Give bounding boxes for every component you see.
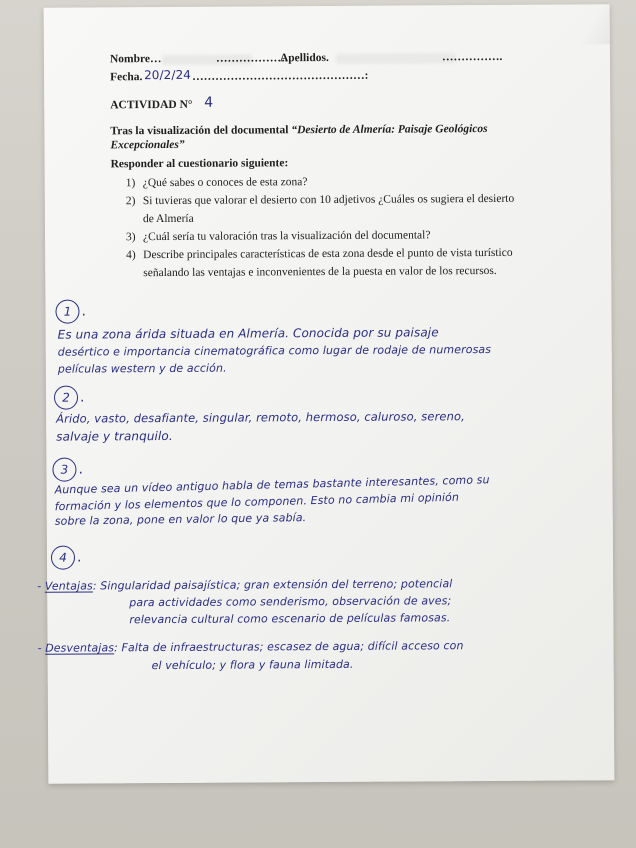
instruction-text: Responder al cuestionario siguiente: [110, 157, 289, 171]
question-2-text-line-2: de Almería [142, 212, 194, 226]
activity-label: ACTIVIDAD N° [110, 98, 193, 112]
ventajas-line-2: para actividades como senderismo, observación de aves; [129, 594, 452, 610]
question-1-number: 1) [125, 177, 136, 190]
intro-line-1 [110, 123, 487, 137]
apellidos-dots: ……………. [441, 50, 503, 64]
apellidos-label: Apellidos. [279, 51, 329, 65]
nombre-label: Nombre… [109, 53, 162, 66]
question-4-number: 4) [126, 249, 136, 262]
question-4-text-line-1: Describe principales características de esta zona desde el punto de vista turístico [143, 246, 513, 262]
desventajas-label: Desventajas [45, 641, 115, 655]
answer-1-line-1: Es una zona árida situada en Almería. Conocida por su paisaje [57, 325, 439, 342]
answer-2-number: 2 [54, 386, 78, 410]
ventajas-label: Ventajas [44, 579, 93, 593]
answer-3-line-1: Aunque sea un vídeo antiguo habla de temas bastante interesantes, como su [54, 473, 490, 497]
desventajas-line-2: el vehículo; y flora y fauna limitada. [151, 657, 354, 673]
activity-number: 4 [204, 94, 214, 111]
documentary-title-2: Excepcionales” [110, 138, 185, 152]
fecha-dots: ………………………………………: [192, 69, 369, 83]
worksheet-page [37, 4, 615, 783]
fecha-value: 20/2/24 [144, 67, 192, 83]
fecha-label: Fecha. [110, 71, 143, 84]
answer-1-line-2: desértico e importancia cinematográfica como lugar de rodaje de numerosas [57, 343, 492, 359]
answer-1-number: 1 [55, 300, 79, 324]
ventajas-text-1: : Singularidad paisajística; gran extensión del terreno; potencial [92, 577, 453, 593]
intro-prefix: Tras la visualización del documental [110, 124, 292, 138]
answer-2-dot: . [79, 389, 85, 406]
answer-4-dot: . [76, 549, 82, 566]
question-3-text: ¿Cuál sería tu valoración tras la visualización del documental? [143, 229, 431, 244]
redacted-surname [336, 53, 456, 64]
answer-3-line-3: sobre la zona, pone en valor lo que ya sabía. [54, 511, 307, 528]
question-2-number: 2) [125, 195, 136, 208]
answer-3-line-2: formación y los elementos que lo componen. Esto no cambia mi opinión [54, 490, 460, 514]
nombre-dots: ………………. [215, 52, 288, 65]
documentary-title-1: “Desierto de Almería: Paisaje Geológicos [291, 123, 488, 137]
question-1-text: ¿Qué sabes o conoces de esta zona? [142, 176, 308, 190]
question-2-text-line-1: Si tuvieras que valorar el desierto con 10 adjetivos ¿Cuáles os sugiera el desierto [142, 192, 515, 208]
desventajas-text-1: : Falta de infraestructuras; escasez de agua; difícil acceso con [114, 639, 464, 655]
answer-1-line-3: películas western y de acción. [57, 361, 227, 376]
answer-2-line-1: Árido, vasto, desafiante, singular, remoto, hermoso, caluroso, sereno, [56, 409, 465, 426]
ventajas-line-3: relevancia cultural como escenario de películas famosas. [129, 611, 451, 627]
page-shadow [580, 4, 610, 44]
ventajas-line-1: - Ventajas: Singularidad paisajística; gran extensión del terreno; potencial [37, 577, 453, 593]
answer-2-line-2: salvaje y tranquilo. [56, 428, 173, 444]
desventajas-line-1: - Desventajas: Falta de infraestructuras; escasez de agua; difícil acceso con [37, 639, 464, 655]
answer-1-dot: . [81, 303, 86, 320]
intro-line-2 [110, 139, 184, 151]
answer-3-dot: . [78, 461, 83, 478]
answer-3-number: 3 [52, 458, 76, 482]
question-4-text-line-2: señalando las ventajas e inconvenientes de la puesta en valor de los recursos. [143, 264, 497, 280]
answer-4-number: 4 [51, 546, 75, 570]
question-3-number: 3) [126, 231, 136, 244]
